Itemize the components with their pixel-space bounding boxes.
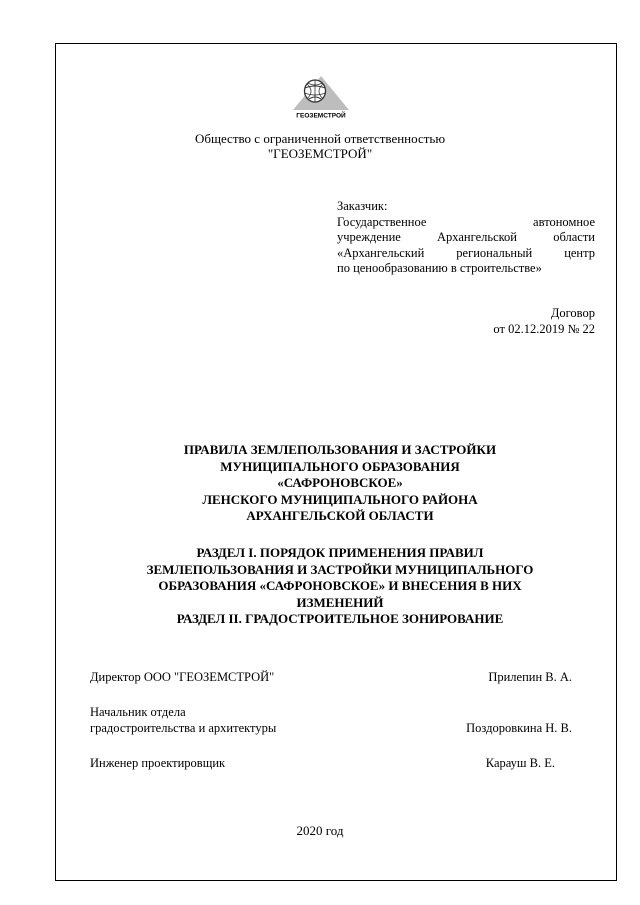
company-line-2: "ГЕОЗЕМСТРОЙ" (267, 146, 373, 161)
customer-label: Заказчик: (337, 199, 388, 213)
section-line: ОБРАЗОВАНИЯ «САФРОНОВСКОЕ» И ВНЕСЕНИЯ В НИХ (158, 578, 522, 593)
company-line-1: Общество с ограниченной ответственностью (194, 131, 446, 146)
customer-line: по ценообразованию в строительстве» (337, 261, 542, 275)
section-line: РАЗДЕЛ II. ГРАДОСТРОИТЕЛЬНОЕ ЗОНИРОВАНИЕ (176, 611, 504, 626)
document-year: 2020 год (296, 823, 344, 838)
title-line: «САФРОНОВСКОЕ» (277, 475, 403, 490)
engineer-position: Инженер проектировщик (90, 756, 226, 770)
company-logo (291, 74, 351, 120)
head-position-line-1: Начальник отдела (90, 705, 186, 719)
section-line: ЗЕМЛЕПОЛЬЗОВАНИЯ И ЗАСТРОЙКИ МУНИЦИПАЛЬНОГО (146, 561, 534, 577)
contract-block (493, 306, 595, 337)
section-line: РАЗДЕЛ I. ПОРЯДОК ПРИМЕНЕНИЯ ПРАВИЛ (196, 545, 484, 560)
contract-label: Договор (550, 306, 595, 320)
engineer-name: Карауш В. Е. (485, 756, 555, 770)
section-line: ИЗМЕНЕНИЙ (296, 594, 384, 610)
title-line: ПРАВИЛА ЗЕМЛЕПОЛЬЗОВАНИЯ И ЗАСТРОЙКИ (183, 442, 497, 457)
head-position (90, 704, 276, 736)
title-line: АРХАНГЕЛЬСКОЙ ОБЛАСТИ (246, 508, 434, 523)
customer-line: Государственное автономное (337, 214, 595, 229)
document-title (90, 442, 590, 525)
logo-caption: ГЕОЗЕМСТРОЙ (296, 112, 346, 120)
customer-line: учреждение Архангельской области (337, 230, 595, 244)
head-name: Поздоровкина Н. В. (466, 721, 572, 735)
director-position: Директор ООО "ГЕОЗЕМСТРОЙ" (90, 670, 275, 684)
head-position-line-2: градостроительства и архитектуры (90, 721, 277, 735)
customer-block (337, 199, 595, 277)
contract-details: от 02.12.2019 № 22 (493, 321, 595, 336)
title-line: ЛЕНСКОГО МУНИЦИПАЛЬНОГО РАЙОНА (202, 491, 478, 507)
section-title (90, 545, 590, 628)
title-line: МУНИЦИПАЛЬНОГО ОБРАЗОВАНИЯ (220, 458, 460, 474)
customer-line: «Архангельский региональный центр (337, 245, 595, 260)
director-name: Прилепин В. А. (488, 670, 572, 684)
